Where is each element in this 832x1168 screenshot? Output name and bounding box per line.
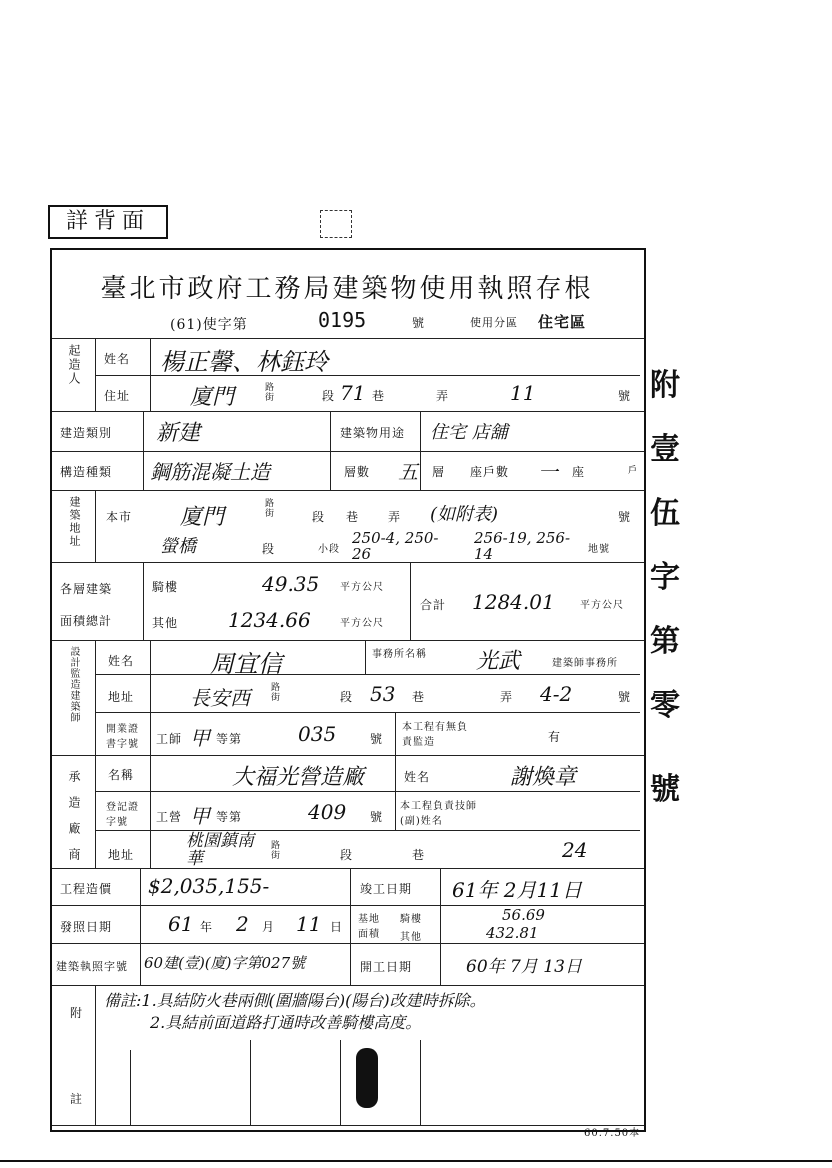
permit-value: 60建(壹)(廈)字第027號 (144, 954, 306, 972)
floors-value: 五 (398, 460, 418, 484)
architect-license-prefix: 工師 (156, 732, 183, 746)
units-value: 一 (538, 460, 558, 484)
architect-lane-value: 53 (370, 682, 396, 706)
site-lot-suffix: 地號 (588, 544, 610, 555)
architect-license-suffix: 號 (370, 732, 384, 746)
applicant-alley-word: 弄 (436, 389, 450, 403)
architect-office-value: 光武 (476, 649, 521, 674)
architect-license-grade: 甲 (190, 726, 210, 750)
contractor-reg-label: 登記證字號 (106, 802, 139, 828)
architect-license-label: 開業證書字號 (106, 724, 139, 750)
structure-label: 構造種類 (60, 465, 113, 479)
floors-suffix: 層 (432, 465, 446, 479)
stamp-mark (320, 210, 352, 238)
contractor-name-label: 名稱 (108, 768, 135, 782)
issue-year-word: 年 (200, 920, 214, 934)
note-line-2: 2.具結前面道路打通時改善騎樓高度。 (150, 1013, 422, 1032)
applicant-section-label: 起造人 (67, 344, 81, 386)
area-total-unit: 平方公尺 (580, 600, 624, 611)
site-road-value: 廈門 (180, 505, 225, 530)
architect-road-suffix: 路街 (269, 682, 279, 702)
architect-alley-word: 弄 (500, 690, 514, 704)
start-label: 開工日期 (360, 960, 413, 974)
contractor-person-label: 姓名 (404, 770, 431, 784)
area-other-value: 1234.66 (228, 608, 311, 632)
base-other-value: 432.81 (486, 924, 539, 942)
issue-year: 61 (168, 912, 194, 936)
architect-office-suffix: 建築師事務所 (552, 658, 618, 669)
attach-label: 附 (70, 1006, 84, 1020)
site-lots-right: 256-19, 256-14 (474, 529, 571, 563)
contractor-reg-number: 409 (308, 800, 347, 824)
applicant-number-value: 11 (510, 381, 536, 405)
site-district-value: 螢橋 (160, 536, 196, 557)
contractor-reg-prefix: 工營 (156, 810, 183, 824)
architect-section-label: 設計監造建築師 (68, 646, 79, 723)
floors-label: 層數 (344, 465, 371, 479)
architect-manager-value: 有 (548, 730, 562, 744)
use-value: 住宅 店舖 (430, 422, 508, 443)
architect-office-label: 事務所名稱 (372, 649, 427, 660)
issue-day: 11 (296, 912, 322, 936)
contractor-number-value: 24 (562, 838, 588, 862)
structure-value: 鋼筋混凝土造 (150, 460, 270, 484)
permit-label: 建築執照字號 (56, 960, 128, 973)
note-line-1: 備註:1.具結防火巷兩側(圍牆陽台)(陽台)改建時拆除。 (104, 991, 486, 1010)
architect-number-value: 4-2 (540, 682, 573, 706)
category-value: 新建 (156, 421, 201, 446)
area-other-label: 其他 (152, 616, 179, 630)
contractor-tech-label: 本工程負責技師(副)姓名 (400, 801, 477, 827)
site-lots-left: 250-4, 250-26 (352, 529, 439, 563)
site-road-suffix: 路街 (263, 498, 273, 518)
applicant-road-suffix: 路街 (263, 382, 273, 402)
side-char: 號 (650, 772, 680, 807)
units-label: 座戶數 (470, 465, 510, 479)
completion-value: 61年 2月11日 (452, 878, 582, 902)
site-alley-word: 弄 (388, 510, 402, 524)
architect-license-number: 035 (298, 722, 337, 746)
detail-back-label: 詳背面 (48, 205, 168, 239)
site-district-suffix: 段 (262, 542, 276, 556)
architect-number-word: 號 (618, 690, 632, 704)
side-char: 伍 (650, 496, 680, 531)
architect-name-label: 姓名 (108, 654, 135, 668)
permit-prefix: (61)使字第 (170, 317, 248, 333)
contractor-name-value: 大福光營造廠 (232, 765, 365, 790)
side-annotation (650, 350, 690, 848)
zone-value: 住宅區 (538, 313, 587, 331)
architect-road-value: 長安西 (190, 686, 250, 710)
permit-suffix: 號 (412, 316, 426, 330)
applicant-lane-word: 巷 (372, 389, 386, 403)
units-suffix: 座 (572, 465, 586, 479)
area-arcade-value: 49.35 (262, 572, 320, 596)
contractor-lane-word: 巷 (412, 848, 426, 862)
applicant-address-label: 住址 (104, 389, 131, 403)
site-section-word: 段 (312, 510, 326, 524)
site-subsection-word: 小段 (318, 544, 340, 555)
side-char: 第 (650, 624, 680, 659)
area-arcade-unit: 平方公尺 (340, 582, 384, 593)
base-arcade-label: 騎樓 (400, 914, 422, 925)
applicant-name-value: 楊正馨、林鈺玲 (160, 348, 328, 376)
permit-number: 0195 (318, 308, 367, 332)
site-note: (如附表) (430, 504, 499, 525)
architect-section-word: 段 (340, 690, 354, 704)
category-label: 建造類別 (60, 426, 113, 440)
use-label: 建築物用途 (340, 426, 406, 440)
contractor-person-value: 謝煥章 (510, 765, 577, 790)
contractor-reg-grade: 甲 (190, 804, 210, 828)
contractor-reg-suffix: 號 (370, 810, 384, 824)
issue-month: 2 (236, 912, 249, 936)
applicant-road-value: 廈門 (190, 385, 235, 410)
contractor-section-label: 承造廠商 (67, 770, 81, 874)
area-label-bottom: 面積總計 (60, 614, 113, 628)
issue-month-word: 月 (262, 920, 276, 934)
side-char: 壹 (650, 432, 680, 467)
site-number-word: 號 (618, 510, 632, 524)
contractor-reg-grade-word: 等第 (216, 810, 243, 824)
area-total-value: 1284.01 (472, 590, 555, 614)
applicant-number-word: 號 (618, 389, 632, 403)
cost-label: 工程造價 (60, 882, 113, 896)
architect-lane-word: 巷 (412, 690, 426, 704)
issue-day-word: 日 (330, 920, 344, 934)
contractor-address-value: 桃園鎮南華 (186, 831, 254, 869)
cost-value: $2,035,155- (148, 874, 270, 898)
applicant-section-word: 段 (322, 389, 336, 403)
architect-license-grade-word: 等第 (216, 732, 243, 746)
issue-label: 發照日期 (60, 920, 113, 934)
applicant-lane-value: 71 (340, 381, 366, 405)
site-lane-word: 巷 (346, 510, 360, 524)
contractor-road-suffix: 路街 (269, 840, 279, 860)
architect-address-label: 地址 (108, 690, 135, 704)
area-other-unit: 平方公尺 (340, 618, 384, 629)
site-city-label: 本市 (106, 510, 133, 524)
architect-name-value: 周宜信 (210, 650, 282, 678)
base-other-label: 其他 (400, 932, 422, 943)
remark-label: 註 (70, 1092, 84, 1106)
side-char: 字 (650, 560, 680, 595)
contractor-address-label: 地址 (108, 848, 135, 862)
base-arcade-value: 56.69 (502, 906, 545, 924)
base-label: 基地面積 (358, 914, 380, 940)
architect-manager-label: 本工程有無負責監造 (402, 722, 468, 748)
completion-label: 竣工日期 (360, 882, 413, 896)
area-total-label: 合計 (420, 598, 447, 612)
site-section-label: 建築地址 (68, 496, 81, 548)
side-char: 零 (650, 688, 680, 723)
area-label-top: 各層建築 (60, 582, 113, 596)
applicant-name-label: 姓名 (104, 352, 131, 366)
footer-code: 60.7.50本 (584, 1128, 641, 1139)
contractor-section-word: 段 (340, 848, 354, 862)
form-title: 臺北市政府工務局建築物使用執照存根 (100, 274, 594, 304)
area-arcade-label: 騎樓 (152, 580, 179, 594)
seal-stamp (356, 1048, 378, 1108)
zone-label: 使用分區 (470, 316, 518, 329)
side-char: 附 (650, 368, 680, 403)
units-extra: 戶 (628, 466, 639, 476)
start-value: 60年 7月 13日 (466, 957, 582, 977)
